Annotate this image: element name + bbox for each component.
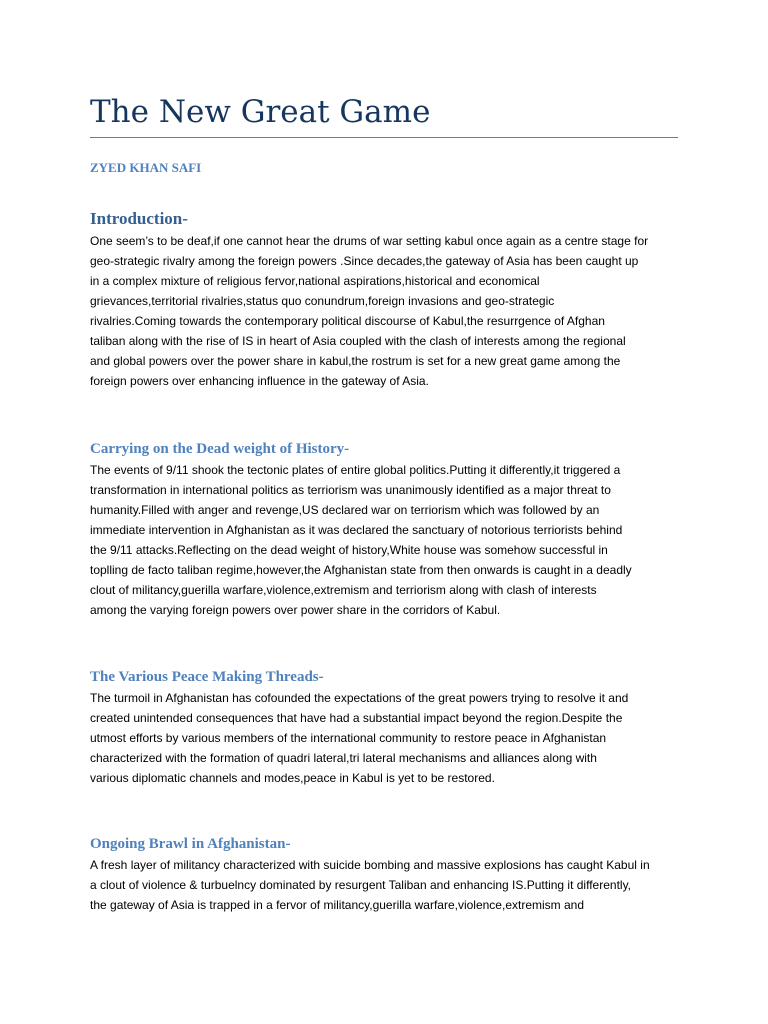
body-line: geo-strategic rivalry among the foreign powers .Since decades,the gateway of Asia has been caught up bbox=[90, 254, 639, 268]
author-name: ZYED KHAN SAFI bbox=[90, 160, 202, 175]
body-line: The events of 9/11 shook the tectonic plates of entire global politics.Putting it differently,it triggered a bbox=[90, 463, 621, 477]
body-line: rivalries.Coming towards the contemporary political discourse of Kabul,the resurrgence of Afghan bbox=[90, 314, 605, 328]
body-line: the gateway of Asia is trapped in a fervor of militancy,guerilla warfare,violence,extremism and bbox=[90, 898, 585, 912]
document-title: The New Great Game bbox=[90, 94, 431, 130]
body-line: created unintended consequences that have had a substantial impact beyond the region.Despite the bbox=[90, 711, 623, 725]
body-line: a clout of violence & turbuelncy dominated by resurgent Taliban and enhancing IS.Putting it differently, bbox=[90, 878, 632, 892]
section-peace-making-threads bbox=[90, 667, 690, 788]
body-line: transformation in international politics as terriorism was unanimously identified as a major threat to bbox=[90, 483, 611, 497]
title-divider bbox=[90, 137, 678, 138]
body-line: One seem’s to be deaf,if one cannot hear the drums of war setting kabul once again as a centre stage for bbox=[90, 234, 649, 248]
section-heading: The Various Peace Making Threads- bbox=[90, 669, 324, 685]
body-line: various diplomatic channels and modes,peace in Kabul is yet to be restored. bbox=[90, 771, 495, 785]
section-body bbox=[90, 460, 690, 620]
body-line: in a complex mixture of religious fervor,national aspirations,historical and economical bbox=[90, 274, 540, 288]
body-line: characterized with the formation of quadri lateral,tri lateral mechanisms and alliances along with bbox=[90, 751, 597, 765]
body-line: taliban along with the rise of IS in heart of Asia coupled with the clash of interests among the regional bbox=[90, 334, 626, 348]
section-body bbox=[90, 855, 690, 915]
body-line: utmost efforts by various members of the international community to restore peace in Afghanistan bbox=[90, 731, 607, 745]
section-dead-weight-of-history bbox=[90, 439, 690, 620]
body-line: grievances,territorial rivalries,status quo conundrum,foreign invasions and geo-strategic bbox=[90, 294, 555, 308]
section-heading: Ongoing Brawl in Afghanistan- bbox=[90, 836, 291, 852]
body-line: clout of militancy,guerilla warfare,violence,extremism and terriorism along with clash of interests bbox=[90, 583, 597, 597]
body-line: The turmoil in Afghanistan has cofounded the expectations of the great powers trying to resolve it and bbox=[90, 691, 629, 705]
body-line: A fresh layer of militancy characterized with suicide bombing and massive explosions has caught Kabul in bbox=[90, 858, 650, 872]
section-introduction bbox=[90, 208, 690, 391]
section-body bbox=[90, 231, 690, 391]
body-line: toplling de facto taliban regime,however,the Afghanistan state from then onwards is caught in a deadly bbox=[90, 563, 632, 577]
section-heading: Introduction- bbox=[90, 209, 188, 228]
section-heading: Carrying on the Dead weight of History- bbox=[90, 441, 350, 457]
body-line: humanity.Filled with anger and revenge,US declared war on terriorism which was followed by an bbox=[90, 503, 600, 517]
body-line: and global powers over the power share in kabul,the rostrum is set for a new great game among the bbox=[90, 354, 621, 368]
section-body bbox=[90, 688, 690, 788]
body-line: immediate intervention in Afghanistan as it was declared the sanctuary of notorious terriorists behind bbox=[90, 523, 623, 537]
body-line: foreign powers over enhancing influence in the gateway of Asia. bbox=[90, 374, 429, 388]
body-line: the 9/11 attacks.Reflecting on the dead weight of history,White house was somehow successful in bbox=[90, 543, 608, 557]
section-ongoing-brawl bbox=[90, 834, 690, 915]
body-line: among the varying foreign powers over power share in the corridors of Kabul. bbox=[90, 603, 501, 617]
